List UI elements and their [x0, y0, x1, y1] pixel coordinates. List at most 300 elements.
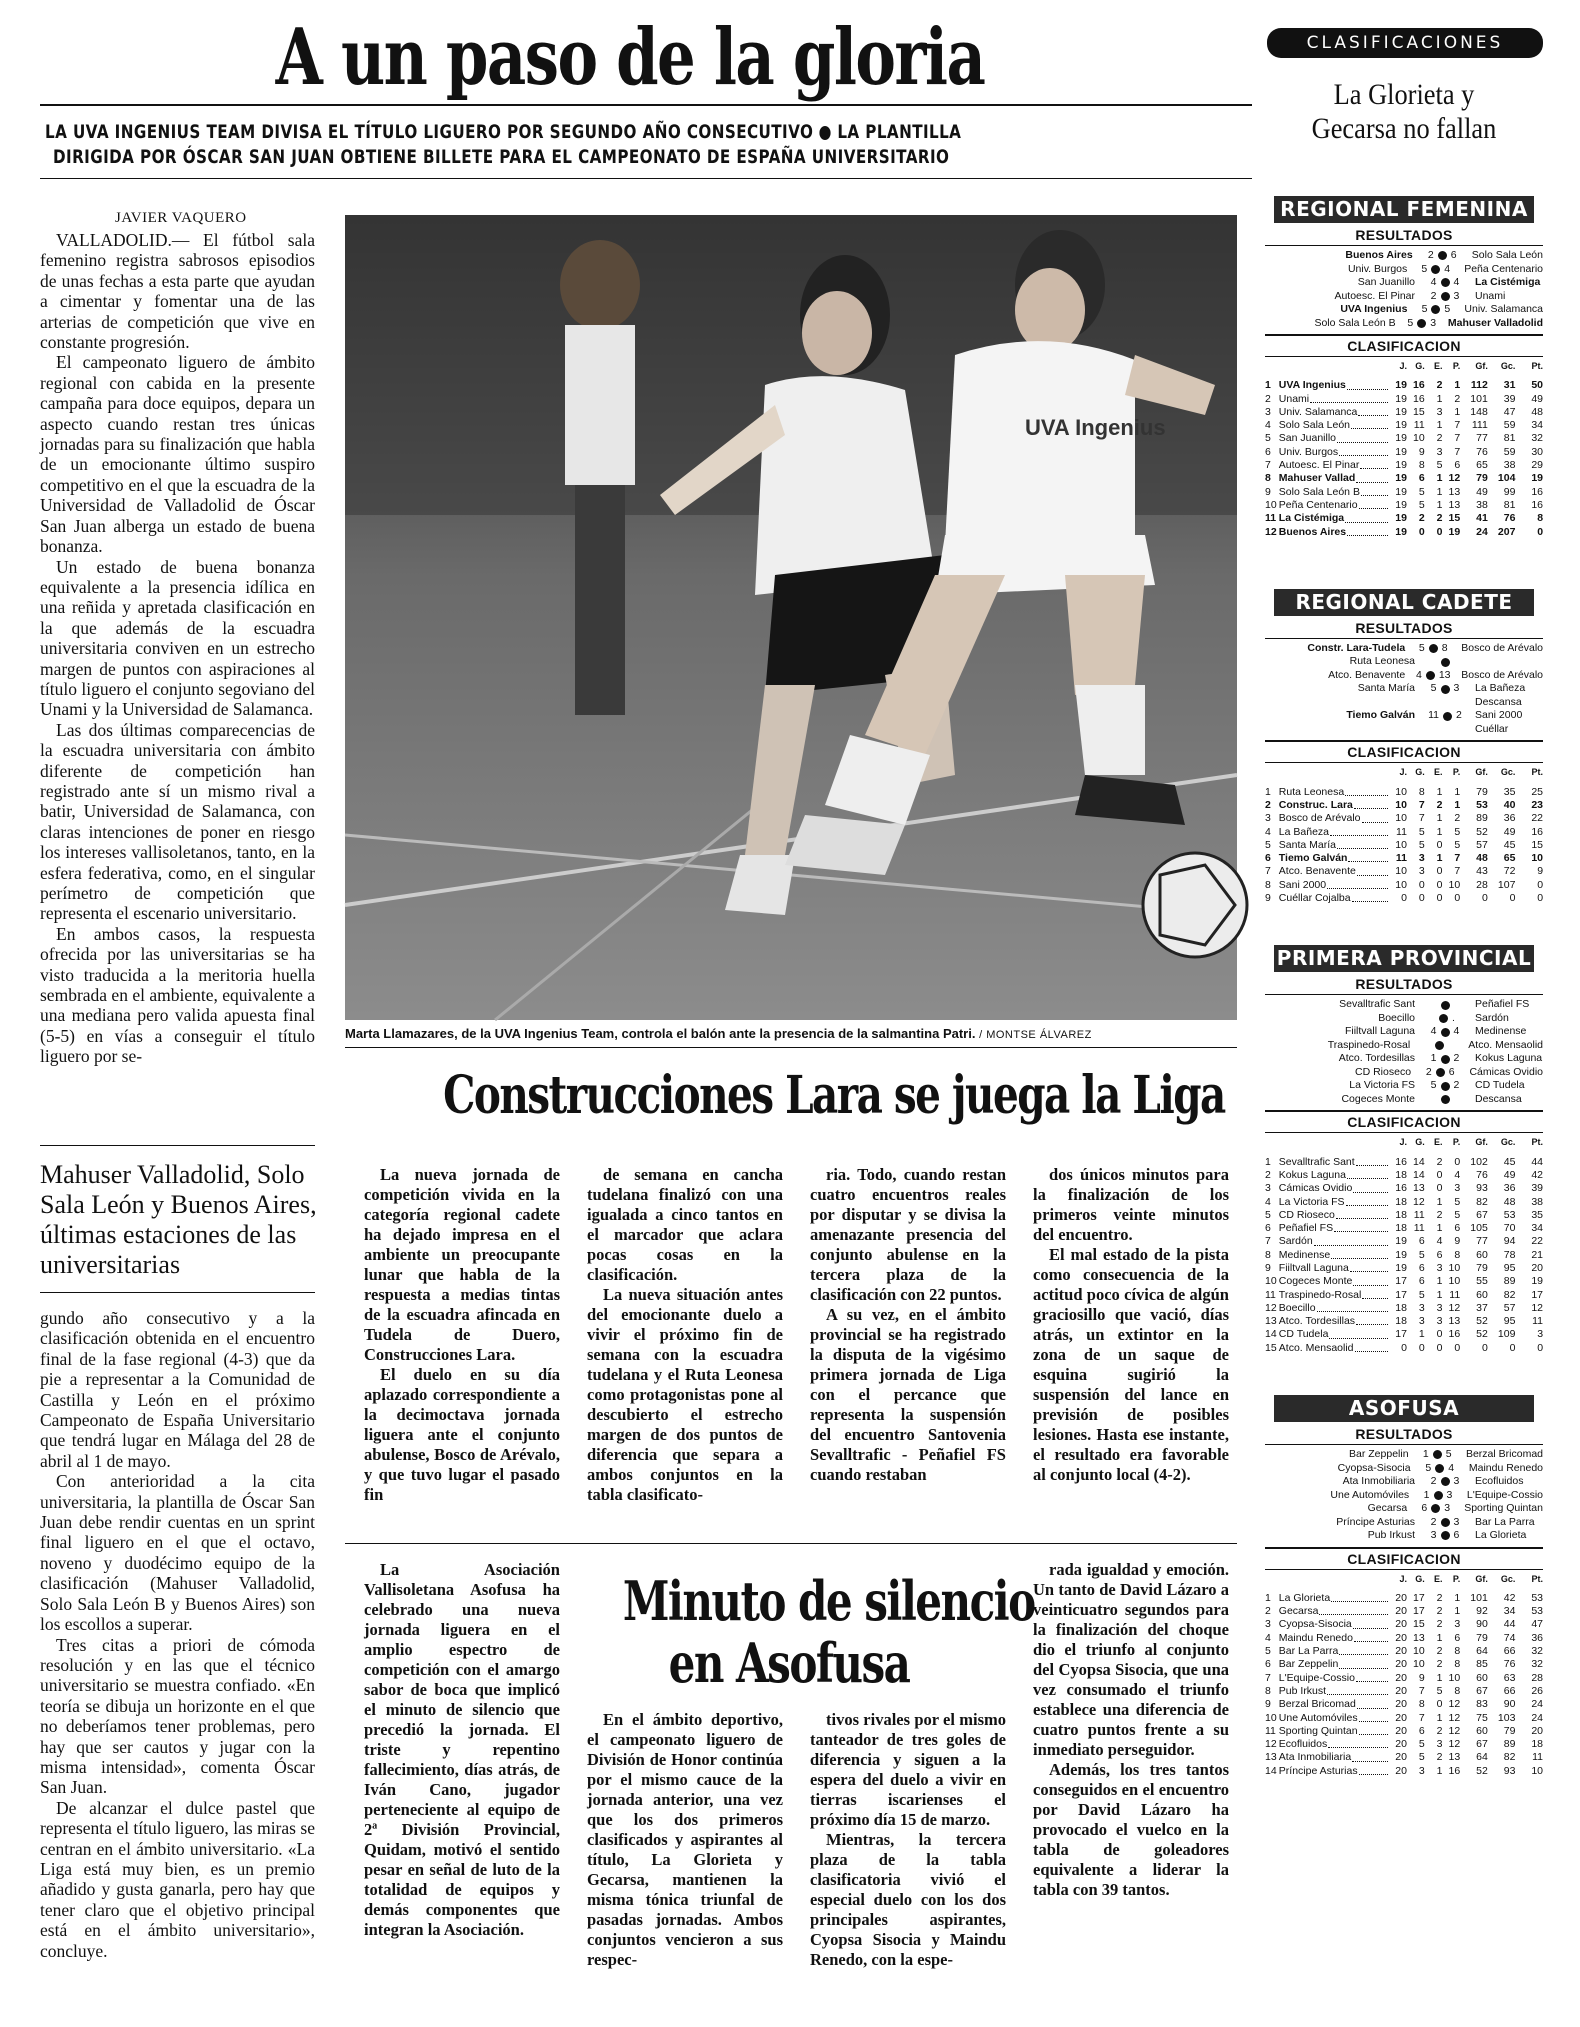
dotted-leader	[1356, 1315, 1388, 1325]
stat-cell: 7	[1418, 1711, 1425, 1724]
table-row	[1265, 526, 1543, 539]
home-score: 5	[1418, 641, 1425, 654]
column-header: J.	[1399, 767, 1407, 778]
stat-cell: 18	[1395, 1301, 1407, 1314]
paragraph: de semana en cancha tudelana finalizó con una igualada a cinco tantos en el marcador que aclara pocas cosas en la clasificación.	[587, 1165, 783, 1284]
stat-cell: 48	[1531, 405, 1544, 418]
stat-cell: 10	[1395, 785, 1407, 798]
divider	[1265, 638, 1543, 639]
result-row	[1265, 1448, 1543, 1462]
home-team: Sevalltrafic Sant	[1339, 998, 1415, 1011]
away-team: La Cistémiga	[1475, 276, 1541, 288]
table-row	[1265, 1289, 1543, 1302]
stat-cell: 6	[1418, 472, 1425, 485]
team-name: La Glorieta	[1278, 1591, 1331, 1604]
stat-cell: 0	[1436, 865, 1443, 878]
photo-caption: Marta Llamazares, de la UVA Ingenius Team, controla el balón ante la presencia de la salmantina Patri. / MONTSE ÁLVAREZ	[345, 1026, 1092, 1041]
away-score: 3	[1453, 1515, 1460, 1528]
stat-cell: 39	[1531, 1182, 1544, 1195]
stat-cell: 3	[1418, 865, 1425, 878]
stat-cell: 92	[1476, 1605, 1488, 1618]
table-row	[1265, 1249, 1543, 1262]
sidebar-title: La Glorieta y Gecarsa no fallan	[1311, 78, 1497, 145]
stat-cell: 19	[1395, 1235, 1407, 1248]
asofusa-col1	[364, 1560, 560, 1940]
team-name: Solo Sala León	[1278, 419, 1351, 432]
stat-cell: 17	[1413, 1591, 1425, 1604]
stat-cell: 11	[1395, 852, 1407, 865]
team-cell	[1279, 1289, 1389, 1302]
stat-cell: 19	[1395, 472, 1407, 485]
stat-cell: 15	[1413, 1618, 1425, 1631]
home-team: Fiiltvall Laguna	[1344, 1025, 1415, 1038]
table-row	[1265, 1342, 1543, 1355]
stat-cell: 21	[1531, 1248, 1544, 1261]
stat-cell: 7	[1418, 1684, 1425, 1697]
stat-cell: 52	[1476, 1328, 1488, 1341]
result-row	[1265, 655, 1543, 669]
stat-cell: 20	[1395, 1631, 1407, 1644]
result-row	[1265, 1489, 1543, 1503]
team-cell	[1279, 1156, 1389, 1169]
team-cell	[1279, 879, 1389, 892]
dot-icon	[1441, 1095, 1450, 1104]
stat-cell: 0	[1509, 892, 1516, 905]
stat-cell: 26	[1531, 1684, 1544, 1697]
team-name: Cámicas Ovidio	[1278, 1182, 1353, 1195]
dot-icon	[1417, 319, 1426, 328]
dotted-leader	[1362, 812, 1389, 822]
photo-illustration	[345, 215, 1237, 1020]
stat-cell: 14	[1413, 1168, 1425, 1181]
result-row	[1265, 290, 1543, 304]
dotted-leader	[1350, 1262, 1388, 1272]
stat-cell: 44	[1531, 1155, 1544, 1168]
standings-table	[1265, 1136, 1543, 1355]
stat-cell: 0	[1418, 878, 1425, 891]
position: 6	[1265, 1658, 1271, 1671]
dotted-leader	[1353, 1182, 1388, 1192]
team-name: Mahuser Vallad	[1278, 472, 1356, 485]
home-team: UVA Ingenius	[1340, 303, 1408, 315]
team-name: Sporting Quintan	[1278, 1724, 1358, 1737]
stat-cell: 2	[1436, 1658, 1443, 1671]
table-row	[1265, 512, 1543, 525]
stat-cell: 89	[1503, 1738, 1516, 1751]
stat-cell: 81	[1503, 432, 1516, 445]
away-team: Berzal Bricomad	[1465, 1448, 1543, 1461]
dotted-leader	[1355, 1342, 1389, 1352]
column-header: J.	[1399, 361, 1407, 371]
stat-cell: 94	[1503, 1235, 1516, 1248]
team-name: Ata Inmobiliaria	[1278, 1751, 1352, 1764]
position: 8	[1265, 1248, 1271, 1261]
dotted-leader	[1330, 826, 1388, 836]
stat-cell: 35	[1531, 1208, 1544, 1221]
table-row	[1265, 1738, 1543, 1751]
stat-cell: 1	[1436, 785, 1443, 798]
stat-cell: 13	[1448, 1315, 1461, 1328]
dot-icon	[1438, 251, 1447, 260]
home-team: Bar Zeppelin	[1349, 1448, 1409, 1461]
table-header	[1265, 766, 1543, 779]
team-name: Une Automóviles	[1278, 1711, 1358, 1724]
home-team: Ata Inmobiliaria	[1342, 1475, 1415, 1488]
home-team: Príncipe Asturias	[1336, 1515, 1415, 1528]
dotted-leader	[1356, 472, 1388, 482]
lara-headline-wrap	[345, 1065, 1237, 1135]
away-score: 6	[1450, 249, 1457, 261]
stat-cell: 8	[1418, 459, 1425, 472]
table-row	[1265, 839, 1543, 852]
stat-cell: 20	[1395, 1645, 1407, 1658]
stat-cell: 72	[1503, 865, 1516, 878]
stat-cell: 53	[1531, 1605, 1544, 1618]
dotted-leader	[1359, 1765, 1389, 1775]
stat-cell: 1	[1436, 392, 1443, 405]
column-header: Gc.	[1500, 1573, 1516, 1584]
stat-cell: 89	[1503, 1275, 1516, 1288]
stat-cell: 99	[1503, 485, 1516, 498]
table-row	[1265, 1235, 1543, 1248]
standings-table	[1265, 360, 1543, 539]
away-score: 2	[1453, 1079, 1460, 1092]
team-name: Medinense	[1278, 1248, 1331, 1261]
team-cell	[1279, 379, 1389, 392]
result-row	[1265, 1052, 1543, 1066]
team-cell	[1279, 892, 1389, 905]
stat-cell: 20	[1531, 1724, 1544, 1737]
stat-cell: 29	[1531, 459, 1544, 472]
dotted-leader	[1339, 446, 1388, 456]
away-team: Sani 2000	[1475, 709, 1523, 722]
stat-cell: 1	[1436, 1764, 1443, 1777]
away-team: La Bañeza	[1475, 682, 1526, 695]
stat-cell: 5	[1436, 459, 1443, 472]
away-score: 4	[1453, 1025, 1460, 1038]
result-row	[1265, 1025, 1543, 1039]
stat-cell: 19	[1395, 485, 1407, 498]
divider	[1265, 245, 1543, 246]
stat-cell: 42	[1503, 1591, 1516, 1604]
dotted-leader	[1336, 1209, 1388, 1219]
team-name: La Cistémiga	[1278, 512, 1345, 525]
dotted-leader	[1347, 379, 1388, 389]
away-score: 4	[1448, 1461, 1455, 1474]
stat-cell: 5	[1454, 838, 1461, 851]
stat-cell: 17	[1395, 1288, 1407, 1301]
stat-cell: 19	[1395, 419, 1407, 432]
team-cell	[1279, 499, 1389, 512]
column-header: G.	[1415, 1573, 1425, 1584]
dotted-leader	[1357, 865, 1388, 875]
stat-cell: 2	[1454, 392, 1461, 405]
home-team: Cogeces Monte	[1341, 1092, 1415, 1105]
stat-cell: 11	[1413, 1208, 1425, 1221]
column-header: G.	[1415, 1137, 1425, 1148]
stat-cell: 1	[1418, 1328, 1425, 1341]
stat-cell: 5	[1454, 1208, 1461, 1221]
team-cell	[1279, 1738, 1389, 1751]
table-row	[1265, 432, 1543, 445]
table-row	[1265, 1765, 1543, 1778]
stat-cell: 104	[1497, 472, 1516, 485]
position: 6	[1265, 445, 1271, 458]
stat-cell: 0	[1436, 892, 1443, 905]
stat-cell: 0	[1454, 1341, 1461, 1354]
stat-cell: 9	[1418, 445, 1425, 458]
score	[1415, 276, 1475, 290]
stat-cell: 39	[1503, 392, 1516, 405]
stat-cell: 0	[1537, 1341, 1544, 1354]
stat-cell: 76	[1503, 1658, 1516, 1671]
dotted-leader	[1357, 1698, 1388, 1708]
stat-cell: 76	[1503, 512, 1516, 525]
stat-cell: 82	[1503, 1288, 1516, 1301]
score	[1405, 669, 1461, 683]
score	[1413, 249, 1472, 263]
column-header: Gf.	[1475, 1573, 1488, 1584]
team-name: Atco. Benavente	[1278, 865, 1356, 878]
paragraph: La nueva situación antes del emocionante duelo a vivir el próximo fin de semana con la escuadra tudelana y el Ruta Leonesa como protagonistas pone al descubierto el estrecho margen de dos puntos de diferencia que separa a ambos conjuntos en la tabla clasificato-	[587, 1285, 783, 1504]
table-row	[1265, 1685, 1543, 1698]
team-cell	[1279, 1725, 1389, 1738]
team-cell	[1279, 1685, 1389, 1698]
photo-credit: / MONTSE ÁLVAREZ	[979, 1029, 1092, 1041]
dotted-leader	[1353, 1275, 1388, 1285]
position: 11	[1265, 512, 1277, 525]
table-row	[1265, 1196, 1543, 1209]
home-score: 2	[1425, 1065, 1432, 1078]
main-article-col1b	[40, 1308, 315, 1961]
home-score: 4	[1415, 668, 1422, 681]
stat-cell: 20	[1395, 1764, 1407, 1777]
table-row	[1265, 1658, 1543, 1671]
stat-cell: 40	[1503, 798, 1516, 811]
position: 5	[1265, 432, 1271, 445]
stat-cell: 20	[1395, 1751, 1407, 1764]
away-team: Kokus Laguna	[1475, 1052, 1543, 1065]
stat-cell: 79	[1476, 1631, 1488, 1644]
result-row	[1265, 317, 1543, 331]
team-name: UVA Ingenius	[1278, 379, 1346, 392]
stat-cell: 10	[1413, 1645, 1425, 1658]
team-cell	[1279, 1765, 1389, 1778]
stat-cell: 0	[1537, 878, 1544, 891]
stat-cell: 20	[1531, 1262, 1544, 1274]
stat-cell: 148	[1470, 405, 1488, 418]
stat-cell: 12	[1448, 1301, 1461, 1314]
home-team: Santa María	[1357, 682, 1415, 695]
team-name: Sani 2000	[1278, 878, 1327, 891]
stat-cell: 19	[1395, 405, 1407, 418]
stat-cell: 8	[1454, 1645, 1461, 1658]
dotted-leader	[1339, 1658, 1388, 1668]
away-score: 4	[1444, 262, 1451, 275]
team-cell	[1279, 865, 1389, 878]
team-name: La Bañeza	[1278, 825, 1330, 838]
column-header: P.	[1452, 361, 1461, 371]
stat-cell: 7	[1454, 432, 1461, 445]
stat-cell: 20	[1395, 1684, 1407, 1697]
stat-cell: 8	[1454, 1658, 1461, 1671]
stat-cell: 8	[1537, 512, 1544, 525]
score	[1415, 1079, 1475, 1093]
paragraph: A su vez, en el ámbito provincial se ha registrado la disputa de la vigésimo primera jornada de Liga con el percance que representa la suspensión del encuentro Santovenia Sevalltrafic - Peñafiel FS cuando restaban	[810, 1305, 1006, 1484]
stat-cell: 2	[1436, 379, 1443, 392]
stat-cell: 0	[1418, 1341, 1425, 1354]
position: 1	[1265, 1155, 1271, 1168]
result-row	[1265, 682, 1543, 696]
stat-cell: 95	[1503, 1315, 1516, 1328]
stat-cell: 36	[1531, 1631, 1544, 1644]
stat-cell: 6	[1436, 1248, 1443, 1261]
column-header: E.	[1433, 1137, 1443, 1148]
stat-cell: 0	[1418, 892, 1425, 905]
stat-cell: 112	[1470, 379, 1488, 392]
team-name: Sardón	[1278, 1235, 1313, 1248]
stat-cell: 24	[1531, 1698, 1544, 1711]
position: 14	[1265, 1328, 1277, 1341]
stat-cell: 7	[1418, 798, 1425, 811]
team-name: Bosco de Arévalo	[1278, 812, 1361, 825]
stat-cell: 70	[1503, 1222, 1516, 1235]
team-cell	[1279, 459, 1389, 472]
stat-cell: 7	[1454, 419, 1461, 432]
position: 3	[1265, 1182, 1271, 1195]
stat-cell: 10	[1448, 878, 1461, 891]
stat-cell: 12	[1448, 1711, 1461, 1724]
standings-block	[1265, 196, 1543, 539]
stat-cell: 60	[1476, 1248, 1488, 1261]
team-name: Ecofluidos	[1278, 1738, 1328, 1751]
stat-cell: 2	[1436, 1724, 1443, 1737]
results-list	[1265, 1448, 1543, 1543]
results-list	[1265, 249, 1543, 330]
divider	[1265, 1110, 1543, 1112]
paragraph: La Asociación Vallisoletana Asofusa ha celebrado una nueva jornada liguera en el amplio espectro de competición con el amargo sabor de boca que implicó el minuto de silencio que precedió la jornada. El triste y repentino fallecimiento, días atrás, de Iván Cano, jugador perteneciente al equipo de 2ª División Provincial, Quidam, motivó el sentido pesar en señal de luto de la totalidad de equipos y demás componentes que integran la Asociación.	[364, 1560, 560, 1939]
away-team: Bar La Parra	[1475, 1515, 1535, 1528]
stat-cell: 3	[1418, 852, 1425, 865]
stat-cell: 2	[1436, 1645, 1443, 1658]
away-score: 5	[1445, 1448, 1452, 1461]
dotted-leader	[1331, 1592, 1388, 1602]
stat-cell: 18	[1395, 1222, 1407, 1235]
position: 6	[1265, 852, 1271, 865]
dot-icon	[1441, 1518, 1450, 1527]
table-header	[1265, 1136, 1543, 1149]
paragraph: Un estado de buena bonanza equivalente a la presencia idílica en una reñida y apretada clasificación en la que además de la escuadra universitaria conviven en un estrecho margen de puntos con aspiraciones al título liguero el conjunto segoviano del Unami y la Universidad de Salamanca.	[40, 556, 315, 720]
home-score: 3	[1430, 1529, 1437, 1542]
lara-col4	[1033, 1165, 1229, 1485]
stat-cell: 1	[1454, 1591, 1461, 1604]
table-row	[1265, 799, 1543, 812]
position: 12	[1265, 525, 1277, 538]
result-row	[1265, 1093, 1543, 1107]
stat-cell: 0	[1418, 525, 1425, 538]
away-score: 2	[1453, 1052, 1460, 1065]
dotted-leader	[1362, 1289, 1388, 1299]
team-name: Gecarsa	[1278, 1605, 1319, 1618]
stat-cell: 18	[1531, 1738, 1544, 1751]
result-row	[1265, 1012, 1543, 1026]
dot-icon	[1429, 644, 1438, 653]
column-header: Gf.	[1475, 361, 1488, 371]
stat-cell: 2	[1436, 1605, 1443, 1618]
result-row	[1265, 303, 1543, 317]
dot-icon	[1433, 1450, 1442, 1459]
paragraph: Mientras, la tercera plaza de la tabla clasificatoria vivió el especial duelo con los dos principales aspirantes, Cyopsa Sisocia y Maindu Renedo, con la espe-	[810, 1830, 1006, 1969]
dotted-leader	[1348, 852, 1388, 862]
table-header	[1265, 1573, 1543, 1586]
position: 3	[1265, 1618, 1271, 1631]
away-team: Cuéllar	[1475, 722, 1509, 735]
team-cell	[1279, 1328, 1389, 1341]
column-header: P.	[1452, 1137, 1461, 1148]
result-row	[1265, 263, 1543, 277]
stat-cell: 107	[1497, 878, 1516, 891]
headline-wrap	[40, 12, 1220, 103]
dotted-leader	[1356, 1672, 1388, 1682]
column-header: Pt.	[1531, 767, 1544, 778]
team-cell	[1279, 839, 1389, 852]
dotted-leader	[1327, 1685, 1388, 1695]
home-score: 6	[1421, 1502, 1428, 1515]
stat-cell: 38	[1531, 1195, 1544, 1208]
dot-icon	[1441, 1055, 1450, 1064]
score	[1415, 290, 1475, 304]
stat-cell: 0	[1436, 1168, 1443, 1181]
score	[1407, 263, 1464, 277]
dotted-leader	[1346, 1196, 1389, 1206]
away-score: .	[1452, 1011, 1455, 1024]
dotted-leader	[1361, 486, 1388, 496]
stat-cell: 0	[1509, 1341, 1516, 1354]
dot-icon	[1426, 671, 1435, 680]
stat-cell: 1	[1436, 498, 1443, 511]
stat-cell: 16	[1395, 1155, 1407, 1168]
result-row	[1265, 1529, 1543, 1543]
score	[1405, 642, 1461, 656]
stat-cell: 59	[1503, 419, 1516, 432]
team-cell	[1279, 406, 1389, 419]
table-row	[1265, 1209, 1543, 1222]
stat-cell: 78	[1503, 1248, 1516, 1261]
score	[1409, 1448, 1466, 1462]
position: 8	[1265, 472, 1271, 485]
home-team: Boecillo	[1378, 1011, 1415, 1024]
column-header: Pt.	[1531, 361, 1544, 371]
team-cell	[1279, 472, 1389, 485]
stat-cell: 19	[1395, 525, 1407, 538]
position: 6	[1265, 1222, 1271, 1235]
stat-cell: 18	[1395, 1315, 1407, 1328]
dot-icon	[1436, 1068, 1445, 1077]
team-cell	[1279, 526, 1389, 539]
home-score: 2	[1430, 1515, 1437, 1528]
table-row	[1265, 1712, 1543, 1725]
table-row	[1265, 1156, 1543, 1169]
away-team: Bosco de Arévalo	[1461, 668, 1543, 681]
stat-cell: 0	[1454, 892, 1461, 905]
team-name: Sevalltrafic Sant	[1278, 1155, 1355, 1168]
stat-cell: 76	[1476, 445, 1488, 458]
stat-cell: 52	[1476, 1764, 1488, 1777]
dotted-leader	[1354, 1632, 1388, 1642]
asofusa-col4	[1033, 1560, 1229, 1900]
stat-cell: 60	[1476, 1671, 1488, 1684]
score	[1415, 1095, 1475, 1104]
